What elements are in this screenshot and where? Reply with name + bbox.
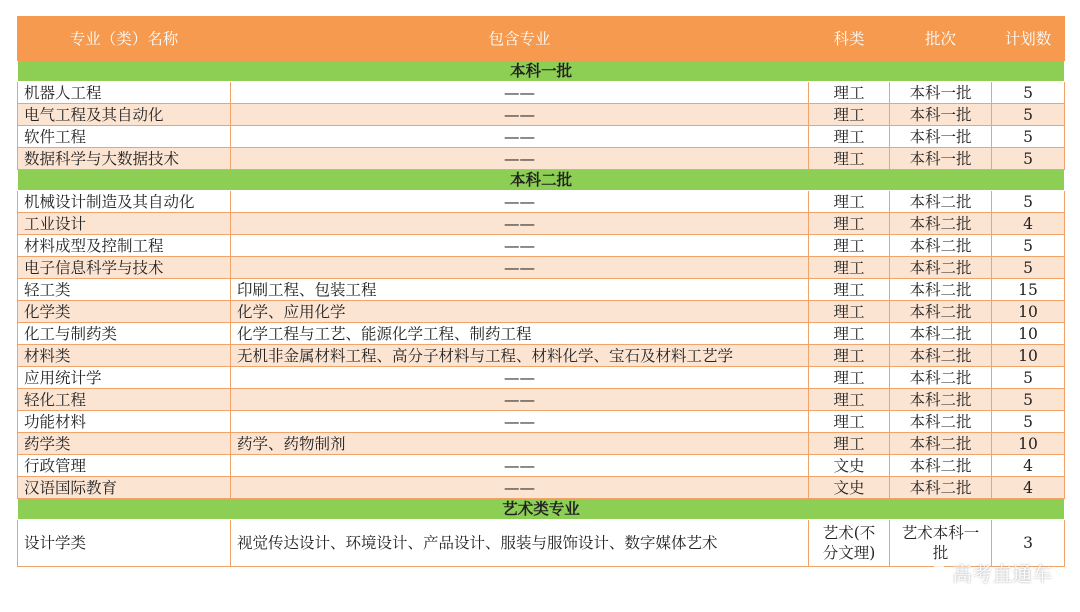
header-name: 专业（类）名称: [18, 17, 231, 61]
major-name-cell: 机器人工程: [18, 82, 231, 104]
plan-count-cell: 10: [992, 433, 1065, 455]
watermark-text: 高考直通车: [952, 562, 1052, 586]
included-majors-cell: ——: [231, 126, 809, 148]
table-row: [18, 104, 1065, 126]
table-body: [18, 61, 1065, 567]
section-row: [18, 170, 1065, 191]
major-name-cell: 化工与制药类: [18, 323, 231, 345]
table-row: [18, 323, 1065, 345]
category-cell: 理工: [809, 345, 890, 367]
plan-count-cell: 10: [992, 301, 1065, 323]
plan-count-cell: 5: [992, 191, 1065, 213]
plan-count-cell: 5: [992, 148, 1065, 170]
included-majors-cell: ——: [231, 191, 809, 213]
batch-cell: 本科一批: [890, 104, 992, 126]
major-name-cell: 材料成型及控制工程: [18, 235, 231, 257]
category-cell: 理工: [809, 235, 890, 257]
batch-cell: 本科二批: [890, 191, 992, 213]
included-majors-cell: ——: [231, 257, 809, 279]
header-includes: 包含专业: [231, 17, 809, 61]
plan-count-cell: 4: [992, 213, 1065, 235]
table-row: [18, 455, 1065, 477]
major-name-cell: 行政管理: [18, 455, 231, 477]
header-batch: 批次: [890, 17, 992, 61]
watermark-icon: [930, 565, 948, 583]
included-majors-cell: ——: [231, 411, 809, 433]
included-majors-cell: 化学工程与工艺、能源化学工程、制药工程: [231, 323, 809, 345]
table-row: [18, 82, 1065, 104]
table-row: [18, 477, 1065, 499]
plan-count-cell: 5: [992, 104, 1065, 126]
included-majors-cell: ——: [231, 367, 809, 389]
batch-cell: 艺术本科一批: [890, 520, 992, 567]
batch-cell: 本科二批: [890, 279, 992, 301]
batch-cell: 本科二批: [890, 301, 992, 323]
included-majors-cell: ——: [231, 235, 809, 257]
major-name-cell: 化学类: [18, 301, 231, 323]
section-row: [18, 61, 1065, 82]
category-cell: 理工: [809, 323, 890, 345]
plan-count-cell: 4: [992, 455, 1065, 477]
section-title: 本科二批: [18, 170, 1065, 191]
table-row: [18, 235, 1065, 257]
category-cell: 文史: [809, 477, 890, 499]
plan-count-cell: 5: [992, 235, 1065, 257]
watermark: [930, 558, 1052, 587]
included-majors-cell: ——: [231, 213, 809, 235]
major-name-cell: 机械设计制造及其自动化: [18, 191, 231, 213]
table-row: [18, 257, 1065, 279]
included-majors-cell: 药学、药物制剂: [231, 433, 809, 455]
included-majors-cell: ——: [231, 148, 809, 170]
batch-cell: 本科一批: [890, 82, 992, 104]
table-row: [18, 279, 1065, 301]
plan-count-cell: 5: [992, 389, 1065, 411]
plan-count-cell: 5: [992, 411, 1065, 433]
table-row: [18, 148, 1065, 170]
category-cell: 理工: [809, 411, 890, 433]
batch-cell: 本科二批: [890, 367, 992, 389]
plan-count-cell: 5: [992, 257, 1065, 279]
category-cell: 理工: [809, 389, 890, 411]
major-name-cell: 药学类: [18, 433, 231, 455]
major-name-cell: 电气工程及其自动化: [18, 104, 231, 126]
batch-cell: 本科二批: [890, 477, 992, 499]
section-title: 艺术类专业: [18, 499, 1065, 520]
major-name-cell: 应用统计学: [18, 367, 231, 389]
table-row: [18, 345, 1065, 367]
batch-cell: 本科二批: [890, 235, 992, 257]
included-majors-cell: 印刷工程、包装工程: [231, 279, 809, 301]
batch-cell: 本科二批: [890, 433, 992, 455]
category-cell: 理工: [809, 257, 890, 279]
category-cell: 理工: [809, 126, 890, 148]
section-title: 本科一批: [18, 61, 1065, 82]
category-cell: 理工: [809, 213, 890, 235]
batch-cell: 本科一批: [890, 126, 992, 148]
category-cell: 文史: [809, 455, 890, 477]
table-row: [18, 191, 1065, 213]
batch-cell: 本科二批: [890, 323, 992, 345]
plan-count-cell: 3: [992, 520, 1065, 567]
included-majors-cell: ——: [231, 389, 809, 411]
category-cell: 理工: [809, 367, 890, 389]
header-category: 科类: [809, 17, 890, 61]
major-name-cell: 设计学类: [18, 520, 231, 567]
included-majors-cell: 化学、应用化学: [231, 301, 809, 323]
category-cell: 理工: [809, 191, 890, 213]
category-cell: 理工: [809, 433, 890, 455]
included-majors-cell: 视觉传达设计、环境设计、产品设计、服装与服饰设计、数字媒体艺术: [231, 520, 809, 567]
batch-cell: 本科二批: [890, 389, 992, 411]
category-cell: 理工: [809, 104, 890, 126]
batch-cell: 本科二批: [890, 345, 992, 367]
plan-count-cell: 5: [992, 126, 1065, 148]
category-cell: 理工: [809, 148, 890, 170]
table-row: [18, 367, 1065, 389]
included-majors-cell: ——: [231, 477, 809, 499]
table-row: [18, 213, 1065, 235]
major-name-cell: 数据科学与大数据技术: [18, 148, 231, 170]
included-majors-cell: ——: [231, 82, 809, 104]
major-name-cell: 轻工类: [18, 279, 231, 301]
category-cell: 艺术(不分文理): [809, 520, 890, 567]
plan-count-cell: 10: [992, 323, 1065, 345]
enrollment-plan-table: [17, 16, 1065, 567]
plan-count-cell: 5: [992, 82, 1065, 104]
table-header: [18, 17, 1065, 61]
table-row: [18, 411, 1065, 433]
major-name-cell: 软件工程: [18, 126, 231, 148]
major-name-cell: 轻化工程: [18, 389, 231, 411]
batch-cell: 本科二批: [890, 257, 992, 279]
table-row: [18, 433, 1065, 455]
header-plan: 计划数: [992, 17, 1065, 61]
included-majors-cell: ——: [231, 104, 809, 126]
plan-count-cell: 4: [992, 477, 1065, 499]
plan-count-cell: 10: [992, 345, 1065, 367]
table-row: [18, 520, 1065, 567]
table-row: [18, 389, 1065, 411]
plan-count-cell: 5: [992, 367, 1065, 389]
batch-cell: 本科二批: [890, 411, 992, 433]
plan-count-cell: 15: [992, 279, 1065, 301]
table-row: [18, 126, 1065, 148]
table-row: [18, 301, 1065, 323]
major-name-cell: 汉语国际教育: [18, 477, 231, 499]
major-name-cell: 电子信息科学与技术: [18, 257, 231, 279]
batch-cell: 本科二批: [890, 455, 992, 477]
batch-cell: 本科一批: [890, 148, 992, 170]
included-majors-cell: ——: [231, 455, 809, 477]
major-name-cell: 工业设计: [18, 213, 231, 235]
category-cell: 理工: [809, 301, 890, 323]
batch-cell: 本科二批: [890, 213, 992, 235]
major-name-cell: 功能材料: [18, 411, 231, 433]
category-cell: 理工: [809, 279, 890, 301]
major-name-cell: 材料类: [18, 345, 231, 367]
section-row: [18, 499, 1065, 520]
category-cell: 理工: [809, 82, 890, 104]
included-majors-cell: 无机非金属材料工程、高分子材料与工程、材料化学、宝石及材料工艺学: [231, 345, 809, 367]
